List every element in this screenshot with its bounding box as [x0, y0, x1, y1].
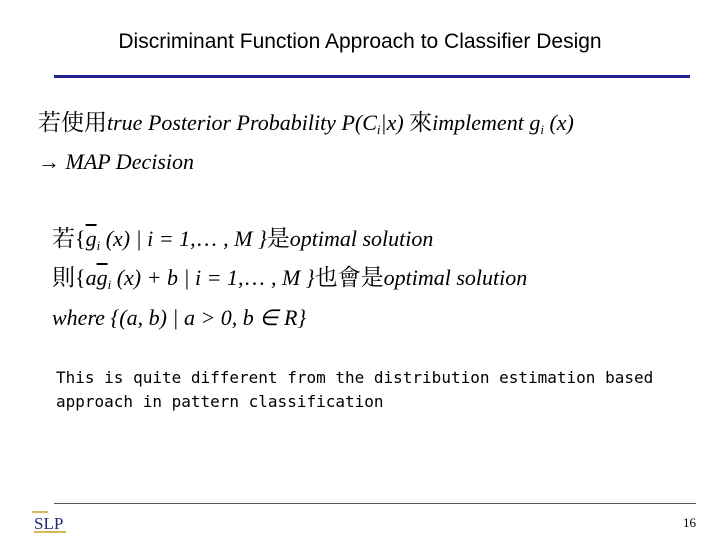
formula-text: (x) + b | i = 1,	[111, 265, 244, 290]
formula-text: P(C	[341, 110, 377, 135]
cjk-text: 也會是	[314, 265, 384, 291]
page-number: 16	[683, 515, 696, 530]
formula-text: implement	[432, 110, 530, 135]
cjk-text: 來	[409, 110, 433, 136]
formula-line-3	[52, 226, 433, 259]
formula-line-1	[38, 110, 574, 143]
footer-divider	[54, 503, 696, 504]
formula-text: (x)	[543, 110, 574, 135]
formula-text: optimal solution	[289, 226, 434, 251]
formula-text: g	[529, 110, 541, 135]
formula-text: optimal solution	[383, 265, 528, 290]
formula-line-4	[52, 265, 527, 298]
formula-text: $\overline{g}$	[85, 226, 97, 251]
formula-text: |x)	[380, 110, 410, 135]
formula-text: …	[195, 226, 218, 251]
cjk-text: 若	[52, 226, 75, 252]
formula-text: , M }	[265, 265, 315, 290]
formula-line-2	[38, 149, 194, 176]
formula-text: (x) | i = 1,	[100, 226, 196, 251]
formula-text: where {(a, b) | a > 0, b ∈ R}	[52, 305, 307, 330]
logo-text: SLP	[34, 514, 64, 533]
explanation-text: This is quite different from the distribution estimation based approach in pattern classification	[56, 368, 654, 411]
formula-text: a	[85, 265, 97, 290]
formula-line-5	[52, 305, 306, 332]
formula-text: true Posterior Probability	[107, 110, 342, 135]
slide-title: Discriminant Function Approach to Classifier Design	[118, 30, 602, 53]
subscript: i	[107, 277, 112, 292]
formula-text: {	[75, 265, 86, 290]
formula-text: MAP Decision	[65, 149, 195, 174]
formula-text: …	[243, 265, 266, 290]
subscript: i	[540, 122, 544, 137]
cjk-text: 是	[266, 226, 290, 252]
formula-text: $\overline{g}$	[96, 265, 108, 290]
slp-logo	[30, 508, 70, 536]
subscript: i	[376, 122, 381, 137]
cjk-text: 若使用	[38, 110, 107, 136]
formula-text: {	[75, 226, 86, 251]
subscript: i	[96, 238, 101, 253]
title-divider	[54, 75, 690, 78]
cjk-text: 則	[52, 265, 75, 291]
arrow-icon: →	[38, 149, 66, 174]
formula-text: , M }	[217, 226, 267, 251]
